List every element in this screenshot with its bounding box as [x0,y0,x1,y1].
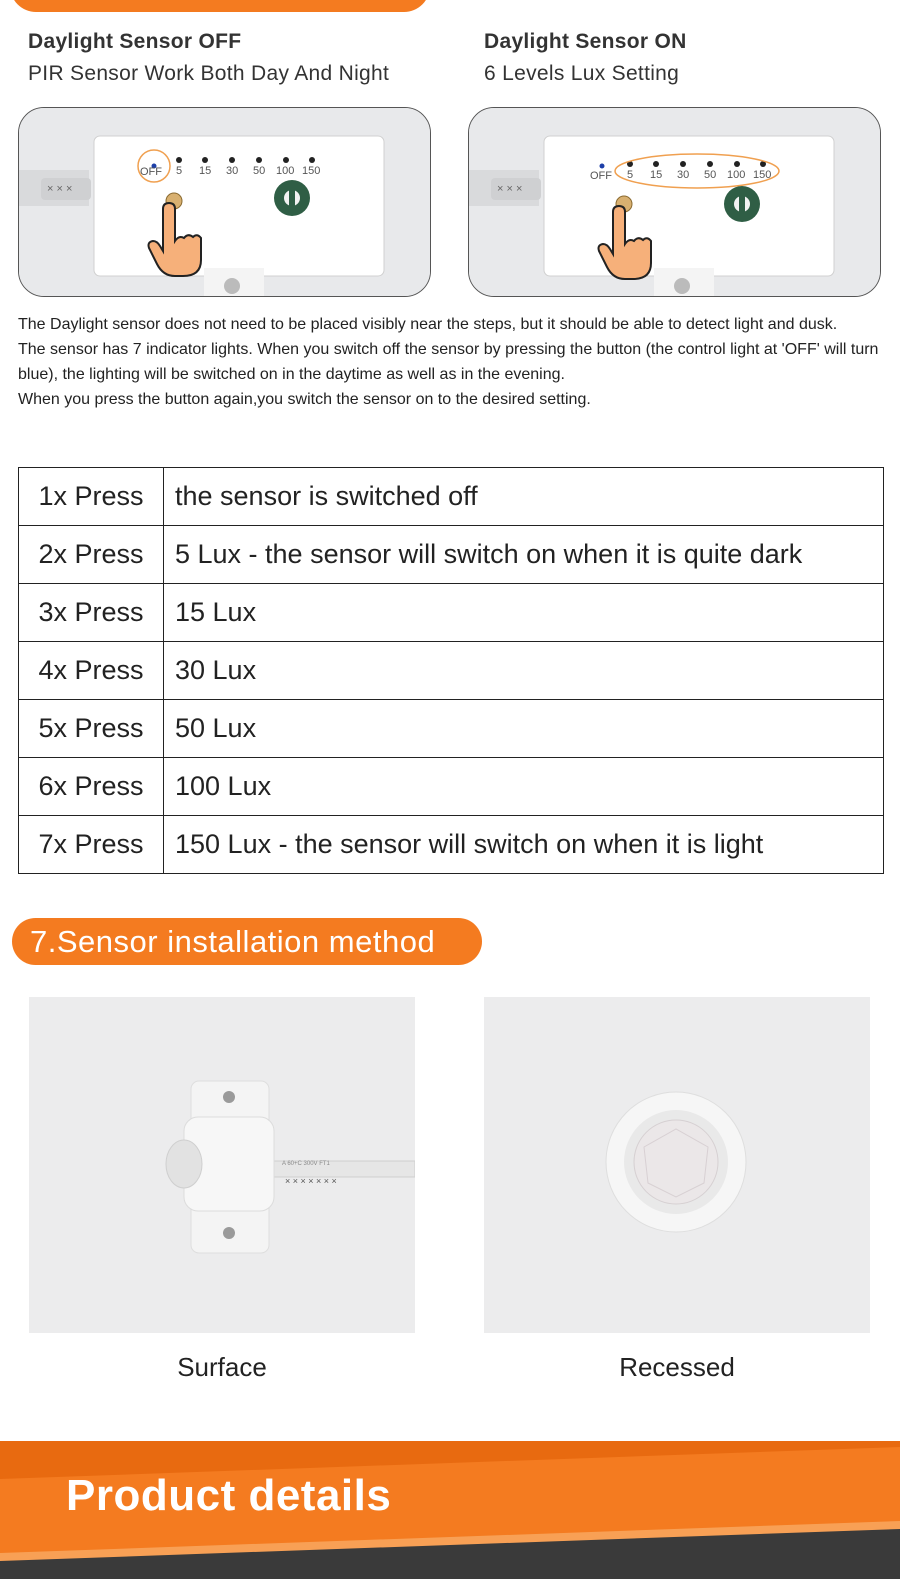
surface-mount-illustration [29,997,415,1333]
press-action-cell: 150 Lux - the sensor will switch on when it is light [164,816,884,874]
indicator-dot-150 [309,157,315,163]
press-count-cell: 1x Press [19,468,164,526]
cable-print-text: A 60+C 300V FT1 [282,1161,330,1167]
indicator-label-50: 50 [704,169,717,181]
table-row [19,642,884,700]
installation-section-title: 7.Sensor installation method [12,918,482,965]
daylight-off-title: Daylight Sensor OFF [28,30,242,53]
daylight-on-heading [484,30,687,86]
press-count-cell: 7x Press [19,816,164,874]
indicator-label-15: 15 [650,169,663,181]
svg-text:× × × × × × ×: × × × × × × × [285,1176,337,1186]
indicator-label-off: OFF [590,170,612,182]
press-count-cell: 6x Press [19,758,164,816]
indicator-label-100: 100 [276,165,295,177]
indicator-label-off: OFF [140,166,162,178]
indicator-dot-5 [176,157,182,163]
indicator-dot-30 [229,157,235,163]
indicator-label-150: 150 [302,165,321,177]
recessed-mount-illustration [484,997,870,1333]
press-action-cell: the sensor is switched off [164,468,884,526]
indicator-dot-15 [202,157,208,163]
description-paragraph: The sensor has 7 indicator lights. When you switch off the sensor by pressing the button (the control light at 'OFF' will turn blue), the lighting will be switched on in the daytime as well as in the evening. [18,341,879,383]
press-action-cell: 15 Lux [164,584,884,642]
press-action-cell: 50 Lux [164,700,884,758]
indicator-label-30: 30 [677,169,690,181]
daylight-on-subtitle: 6 Levels Lux Setting [484,62,680,85]
recessed-caption: Recessed [619,1352,735,1382]
indicator-dot-30 [680,161,686,167]
daylight-on-title: Daylight Sensor ON [484,30,687,53]
indicator-label-30: 30 [226,165,239,177]
table-row [19,526,884,584]
indicator-dot-15 [653,161,659,167]
indicator-label-100: 100 [727,169,746,181]
surface-caption: Surface [177,1352,267,1382]
sensor-off-illustration [19,108,431,297]
previous-section-pill [10,0,430,12]
press-action-cell: 100 Lux [164,758,884,816]
indicator-dot-50 [707,161,713,167]
press-count-cell: 2x Press [19,526,164,584]
indicator-label-150: 150 [753,169,772,181]
daylight-description [18,312,882,412]
product-details-title: Product details [66,1471,392,1520]
table-row [19,584,884,642]
daylight-off-heading [28,30,389,86]
daylight-off-panel [18,107,431,297]
description-paragraph: When you press the button again,you switch the sensor on to the desired setting. [18,391,591,408]
indicator-label-5: 5 [627,169,634,181]
sensor-on-illustration [469,108,881,297]
indicator-dot-100 [283,157,289,163]
table-row [19,816,884,874]
daylight-on-panel [468,107,881,297]
press-count-cell: 5x Press [19,700,164,758]
indicator-label-5: 5 [176,165,183,177]
indicator-dot-50 [256,157,262,163]
table-row [19,700,884,758]
svg-text:× × ×: × × × [47,183,73,195]
press-action-cell: 5 Lux - the sensor will switch on when it is quite dark [164,526,884,584]
daylight-off-subtitle: PIR Sensor Work Both Day And Night [28,62,390,85]
indicator-dot-100 [734,161,740,167]
press-count-cell: 4x Press [19,642,164,700]
indicator-dot-off [600,164,605,169]
recessed-mount-image [484,997,870,1333]
press-count-cell: 3x Press [19,584,164,642]
indicator-label-15: 15 [199,165,212,177]
surface-mount-image [29,997,415,1333]
table-row [19,468,884,526]
table-row [19,758,884,816]
description-paragraph: The Daylight sensor does not need to be placed visibly near the steps, but it should be able to detect light and dusk. [18,316,838,333]
product-details-banner [0,1441,900,1579]
indicator-label-50: 50 [253,165,266,177]
press-action-cell: 30 Lux [164,642,884,700]
press-settings-table [18,467,884,874]
svg-text:× × ×: × × × [497,183,523,195]
